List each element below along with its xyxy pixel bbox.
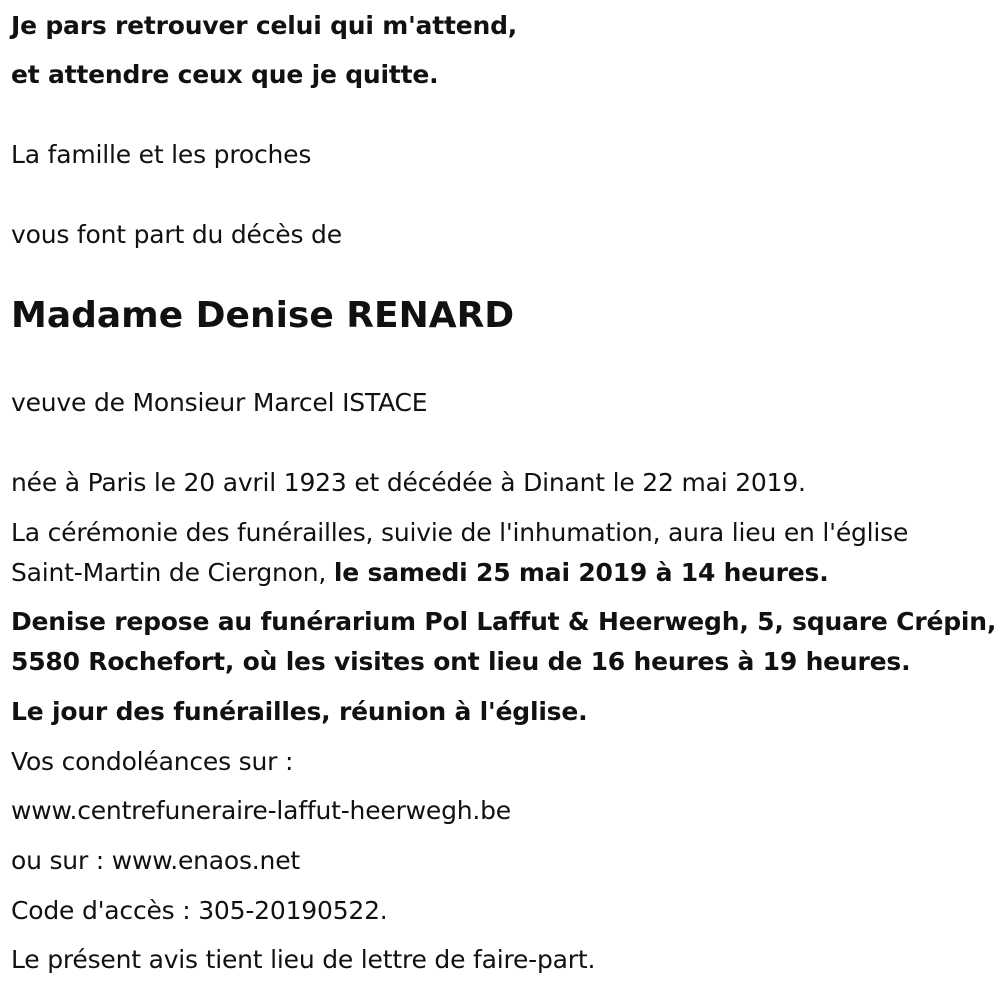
rest-line-2: 5580 Rochefort, où les visites ont lieu de 16 heures à 19 heures.: [11, 647, 911, 676]
birth-death-line: née à Paris le 20 avril 1923 et décédée à Dinant le 22 mai 2019.: [11, 468, 806, 497]
closing-line: Le présent avis tient lieu de lettre de faire-part.: [11, 945, 596, 974]
widow-of-line: veuve de Monsieur Marcel ISTACE: [11, 388, 428, 417]
ceremony-date: le samedi 25 mai 2019 à 14 heures.: [333, 558, 829, 587]
poem-line-1: Je pars retrouver celui qui m'attend,: [11, 11, 518, 40]
ceremony-line-1: La cérémonie des funérailles, suivie de l'inhumation, aura lieu en l'église: [11, 518, 909, 547]
ceremony-place: Saint-Martin de Ciergnon,: [11, 558, 334, 587]
condolences-label: Vos condoléances sur :: [11, 747, 294, 776]
rest-line-1: Denise repose au funérarium Pol Laffut & Heerwegh, 5, square Crépin,: [11, 607, 997, 636]
funeral-day-line: Le jour des funérailles, réunion à l'église.: [11, 697, 588, 726]
website-link-2[interactable]: ou sur : www.enaos.net: [11, 846, 300, 875]
poem-line-2: et attendre ceux que je quitte.: [11, 60, 439, 89]
ceremony-line-2: [11, 554, 829, 592]
deceased-name: Madame Denise RENARD: [11, 295, 515, 336]
website-link-1[interactable]: www.centrefuneraire-laffut-heerwegh.be: [11, 796, 511, 825]
family-line: La famille et les proches: [11, 140, 312, 169]
announce-line: vous font part du décès de: [11, 220, 342, 249]
access-code-line: Code d'accès : 305-20190522.: [11, 896, 388, 925]
